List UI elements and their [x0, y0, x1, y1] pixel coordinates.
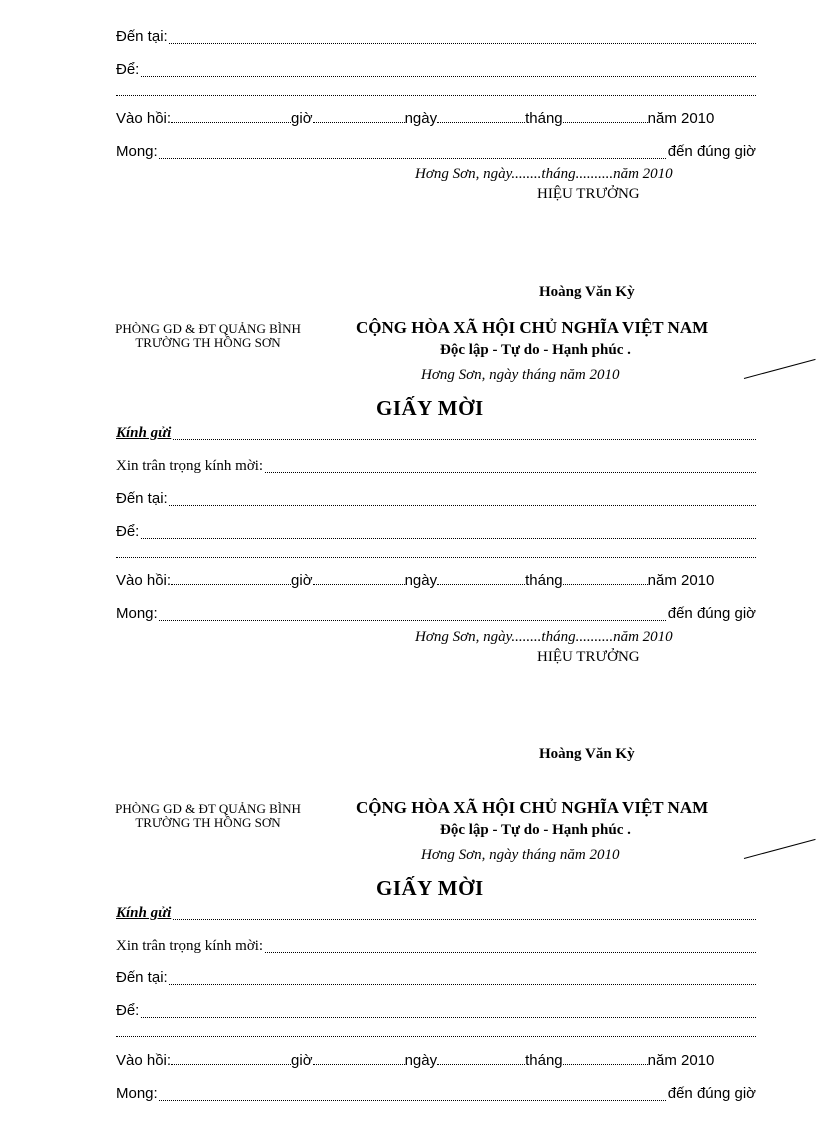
den-tai-line: Đến tại: [116, 26, 756, 48]
header-date: Hơng Sơn, ngày tháng năm 2010 [421, 847, 620, 863]
signer-name: Hoàng Văn Kỳ [539, 746, 635, 762]
republic-title: CỘNG HÒA XÃ HỘI CHỦ NGHĨA VIỆT NAM [356, 798, 709, 817]
republic-title: CỘNG HÒA XÃ HỘI CHỦ NGHĨA VIỆT NAM [356, 318, 709, 337]
vao-hoi-line: Vào hồi: giờ ngày tháng năm 2010 [116, 1052, 715, 1069]
vao-hoi-line: Vào hồi: giờ ngày tháng năm 2010 [116, 110, 715, 127]
department-header: PHÒNG GD & ĐT QUẢNG BÌNH TRƯỜNG TH HỒNG SƠN [115, 321, 301, 350]
principal-title: HIỆU TRƯỞNG [537, 186, 640, 202]
motto: Độc lập - Tự do - Hạnh phúc . [440, 342, 631, 358]
motto: Độc lập - Tự do - Hạnh phúc . [440, 822, 631, 838]
vao-hoi-line: Vào hồi: giờ ngày tháng năm 2010 [116, 572, 715, 589]
de-continuation-line [116, 540, 756, 562]
de-line: Để: [116, 521, 756, 543]
department-header: PHÒNG GD & ĐT QUẢNG BÌNH TRƯỜNG TH HỒNG SƠN [115, 801, 301, 830]
mong-line: Mong: đến đúng giờ [116, 141, 756, 163]
place-date: Hơng Sơn, ngày........tháng..........năm 2010 [415, 166, 673, 182]
signer-name: Hoàng Văn Kỳ [539, 284, 635, 300]
kinh-gui-line: Kính gửi [116, 422, 756, 444]
de-continuation-line [116, 1019, 756, 1041]
mong-line: Mong: đến đúng giờ [116, 603, 756, 625]
document-title: GIẤY MỜI [376, 396, 484, 420]
kinh-gui-line: Kính gửi [116, 902, 756, 924]
de-line: Để: [116, 1000, 756, 1022]
den-tai-line: Đến tại: [116, 488, 756, 510]
xin-tran-trong-line: Xin trân trọng kính mời: [116, 935, 756, 957]
xin-tran-trong-line: Xin trân trọng kính mời: [116, 455, 756, 477]
decorative-line [744, 359, 816, 379]
de-line: Để: [116, 59, 756, 81]
decorative-line [744, 839, 816, 859]
principal-title: HIỆU TRƯỞNG [537, 649, 640, 665]
den-tai-line: Đến tại: [116, 967, 756, 989]
mong-line: Mong: đến đúng giờ [116, 1083, 756, 1105]
header-date: Hơng Sơn, ngày tháng năm 2010 [421, 367, 620, 383]
de-continuation-line [116, 78, 756, 100]
place-date: Hơng Sơn, ngày........tháng..........năm 2010 [415, 629, 673, 645]
document-title: GIẤY MỜI [376, 876, 484, 900]
